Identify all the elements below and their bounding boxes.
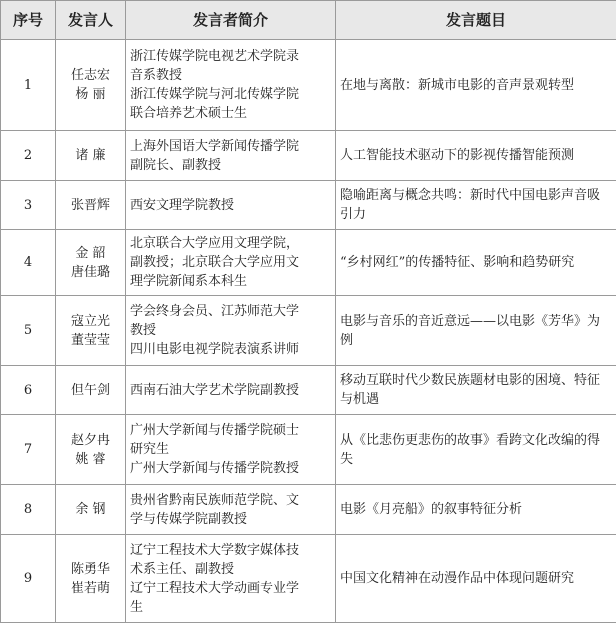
bio-line: 西南石油大学艺术学院副教授 (130, 381, 331, 400)
bio-cell (126, 296, 336, 366)
header-speaker: 发言人 (56, 1, 126, 40)
speaker-name: 杨 丽 (60, 85, 121, 104)
speaker-name: 寇立光 (60, 312, 121, 331)
speaker-name: 唐佳璐 (60, 263, 121, 282)
topic-cell (336, 485, 616, 535)
bio-line: 副教授；北京联合大学应用文 (130, 253, 331, 272)
topic-cell (336, 181, 616, 230)
bio-cell (126, 485, 336, 535)
bio-line: 北京联合大学应用文理学院， (130, 234, 331, 253)
topic-cell (336, 40, 616, 131)
topic-text: 中国文化精神在动漫作品中体现问题研究 (340, 569, 612, 588)
speaker-name: 崔若萌 (60, 579, 121, 598)
speaker-cell (56, 366, 126, 415)
speaker-cell (56, 485, 126, 535)
topic-text: 电影《月亮船》的叙事特征分析 (340, 500, 612, 519)
header-row (1, 1, 616, 40)
bio-line: 贵州省黔南民族师范学院、文 (130, 491, 331, 510)
topic-text: 人工智能技术驱动下的影视传播智能预测 (340, 146, 612, 165)
speaker-name: 张晋辉 (60, 196, 121, 215)
bio-line: 学与传媒学院副教授 (130, 510, 331, 529)
topic-text: “乡村网红”的传播特征、影响和趋势研究 (340, 253, 612, 272)
speaker-name: 陈勇华 (60, 560, 121, 579)
row-number: 2 (1, 131, 56, 181)
topic-cell (336, 131, 616, 181)
speaker-name: 但午剑 (60, 381, 121, 400)
speaker-cell (56, 230, 126, 296)
bio-line: 术系主任、副教授 (130, 560, 331, 579)
speaker-cell (56, 415, 126, 485)
bio-cell (126, 366, 336, 415)
table-row (1, 485, 616, 535)
speaker-cell (56, 181, 126, 230)
speaker-cell (56, 131, 126, 181)
speaker-name: 余 钢 (60, 500, 121, 519)
speaker-name: 赵夕冉 (60, 431, 121, 450)
bio-line: 研究生 (130, 440, 331, 459)
bio-line: 辽宁工程技术大学动画专业学 (130, 579, 331, 598)
speaker-name: 任志宏 (60, 66, 121, 85)
speaker-cell (56, 40, 126, 131)
speaker-name: 金 韶 (60, 244, 121, 263)
topic-cell (336, 296, 616, 366)
speaker-name: 董莹莹 (60, 331, 121, 350)
row-number: 4 (1, 230, 56, 296)
bio-line: 理学院新闻系本科生 (130, 272, 331, 291)
bio-cell (126, 181, 336, 230)
bio-line: 西安文理学院教授 (130, 196, 331, 215)
table-row (1, 181, 616, 230)
bio-line: 副院长、副教授 (130, 156, 331, 175)
speaker-name: 诸 廉 (60, 146, 121, 165)
header-topic: 发言题目 (336, 1, 616, 40)
bio-line: 学会终身会员、江苏师范大学 (130, 302, 331, 321)
header-no: 序号 (1, 1, 56, 40)
row-number: 1 (1, 40, 56, 131)
topic-text: 移动互联时代少数民族题材电影的困境、特征与机遇 (340, 371, 612, 409)
bio-line: 上海外国语大学新闻传播学院 (130, 137, 331, 156)
table-row (1, 415, 616, 485)
table-row (1, 131, 616, 181)
table-row (1, 535, 616, 623)
topic-cell (336, 230, 616, 296)
bio-line: 广州大学新闻与传播学院硕士 (130, 421, 331, 440)
bio-cell (126, 230, 336, 296)
topic-text: 在地与离散：新城市电影的音声景观转型 (340, 76, 612, 95)
row-number: 9 (1, 535, 56, 623)
speaker-name: 姚 睿 (60, 450, 121, 469)
bio-line: 教授 (130, 321, 331, 340)
bio-line: 音系教授 (130, 66, 331, 85)
speaker-cell (56, 296, 126, 366)
topic-text: 从《比悲伤更悲伤的故事》看跨文化改编的得失 (340, 431, 612, 469)
bio-cell (126, 415, 336, 485)
row-number: 3 (1, 181, 56, 230)
row-number: 6 (1, 366, 56, 415)
row-number: 8 (1, 485, 56, 535)
bio-cell (126, 535, 336, 623)
bio-cell (126, 131, 336, 181)
bio-line: 辽宁工程技术大学数字媒体技 (130, 541, 331, 560)
speaker-cell (56, 535, 126, 623)
topic-text: 隐喻距离与概念共鸣：新时代中国电影声音吸引力 (340, 186, 612, 224)
bio-line: 浙江传媒学院电视艺术学院录 (130, 47, 331, 66)
bio-line: 广州大学新闻与传播学院教授 (130, 459, 331, 478)
bio-line: 生 (130, 598, 331, 617)
row-number: 5 (1, 296, 56, 366)
topic-text: 电影与音乐的音近意远——以电影《芳华》为例 (340, 312, 612, 350)
row-number: 7 (1, 415, 56, 485)
table-row (1, 366, 616, 415)
bio-cell (126, 40, 336, 131)
topic-cell (336, 535, 616, 623)
bio-line: 联合培养艺术硕士生 (130, 104, 331, 123)
topic-cell (336, 415, 616, 485)
bio-line: 四川电影电视学院表演系讲师 (130, 340, 331, 359)
topic-cell (336, 366, 616, 415)
table-row (1, 40, 616, 131)
header-bio: 发言者简介 (126, 1, 336, 40)
table-row (1, 296, 616, 366)
table-row (1, 230, 616, 296)
bio-line: 浙江传媒学院与河北传媒学院 (130, 85, 331, 104)
